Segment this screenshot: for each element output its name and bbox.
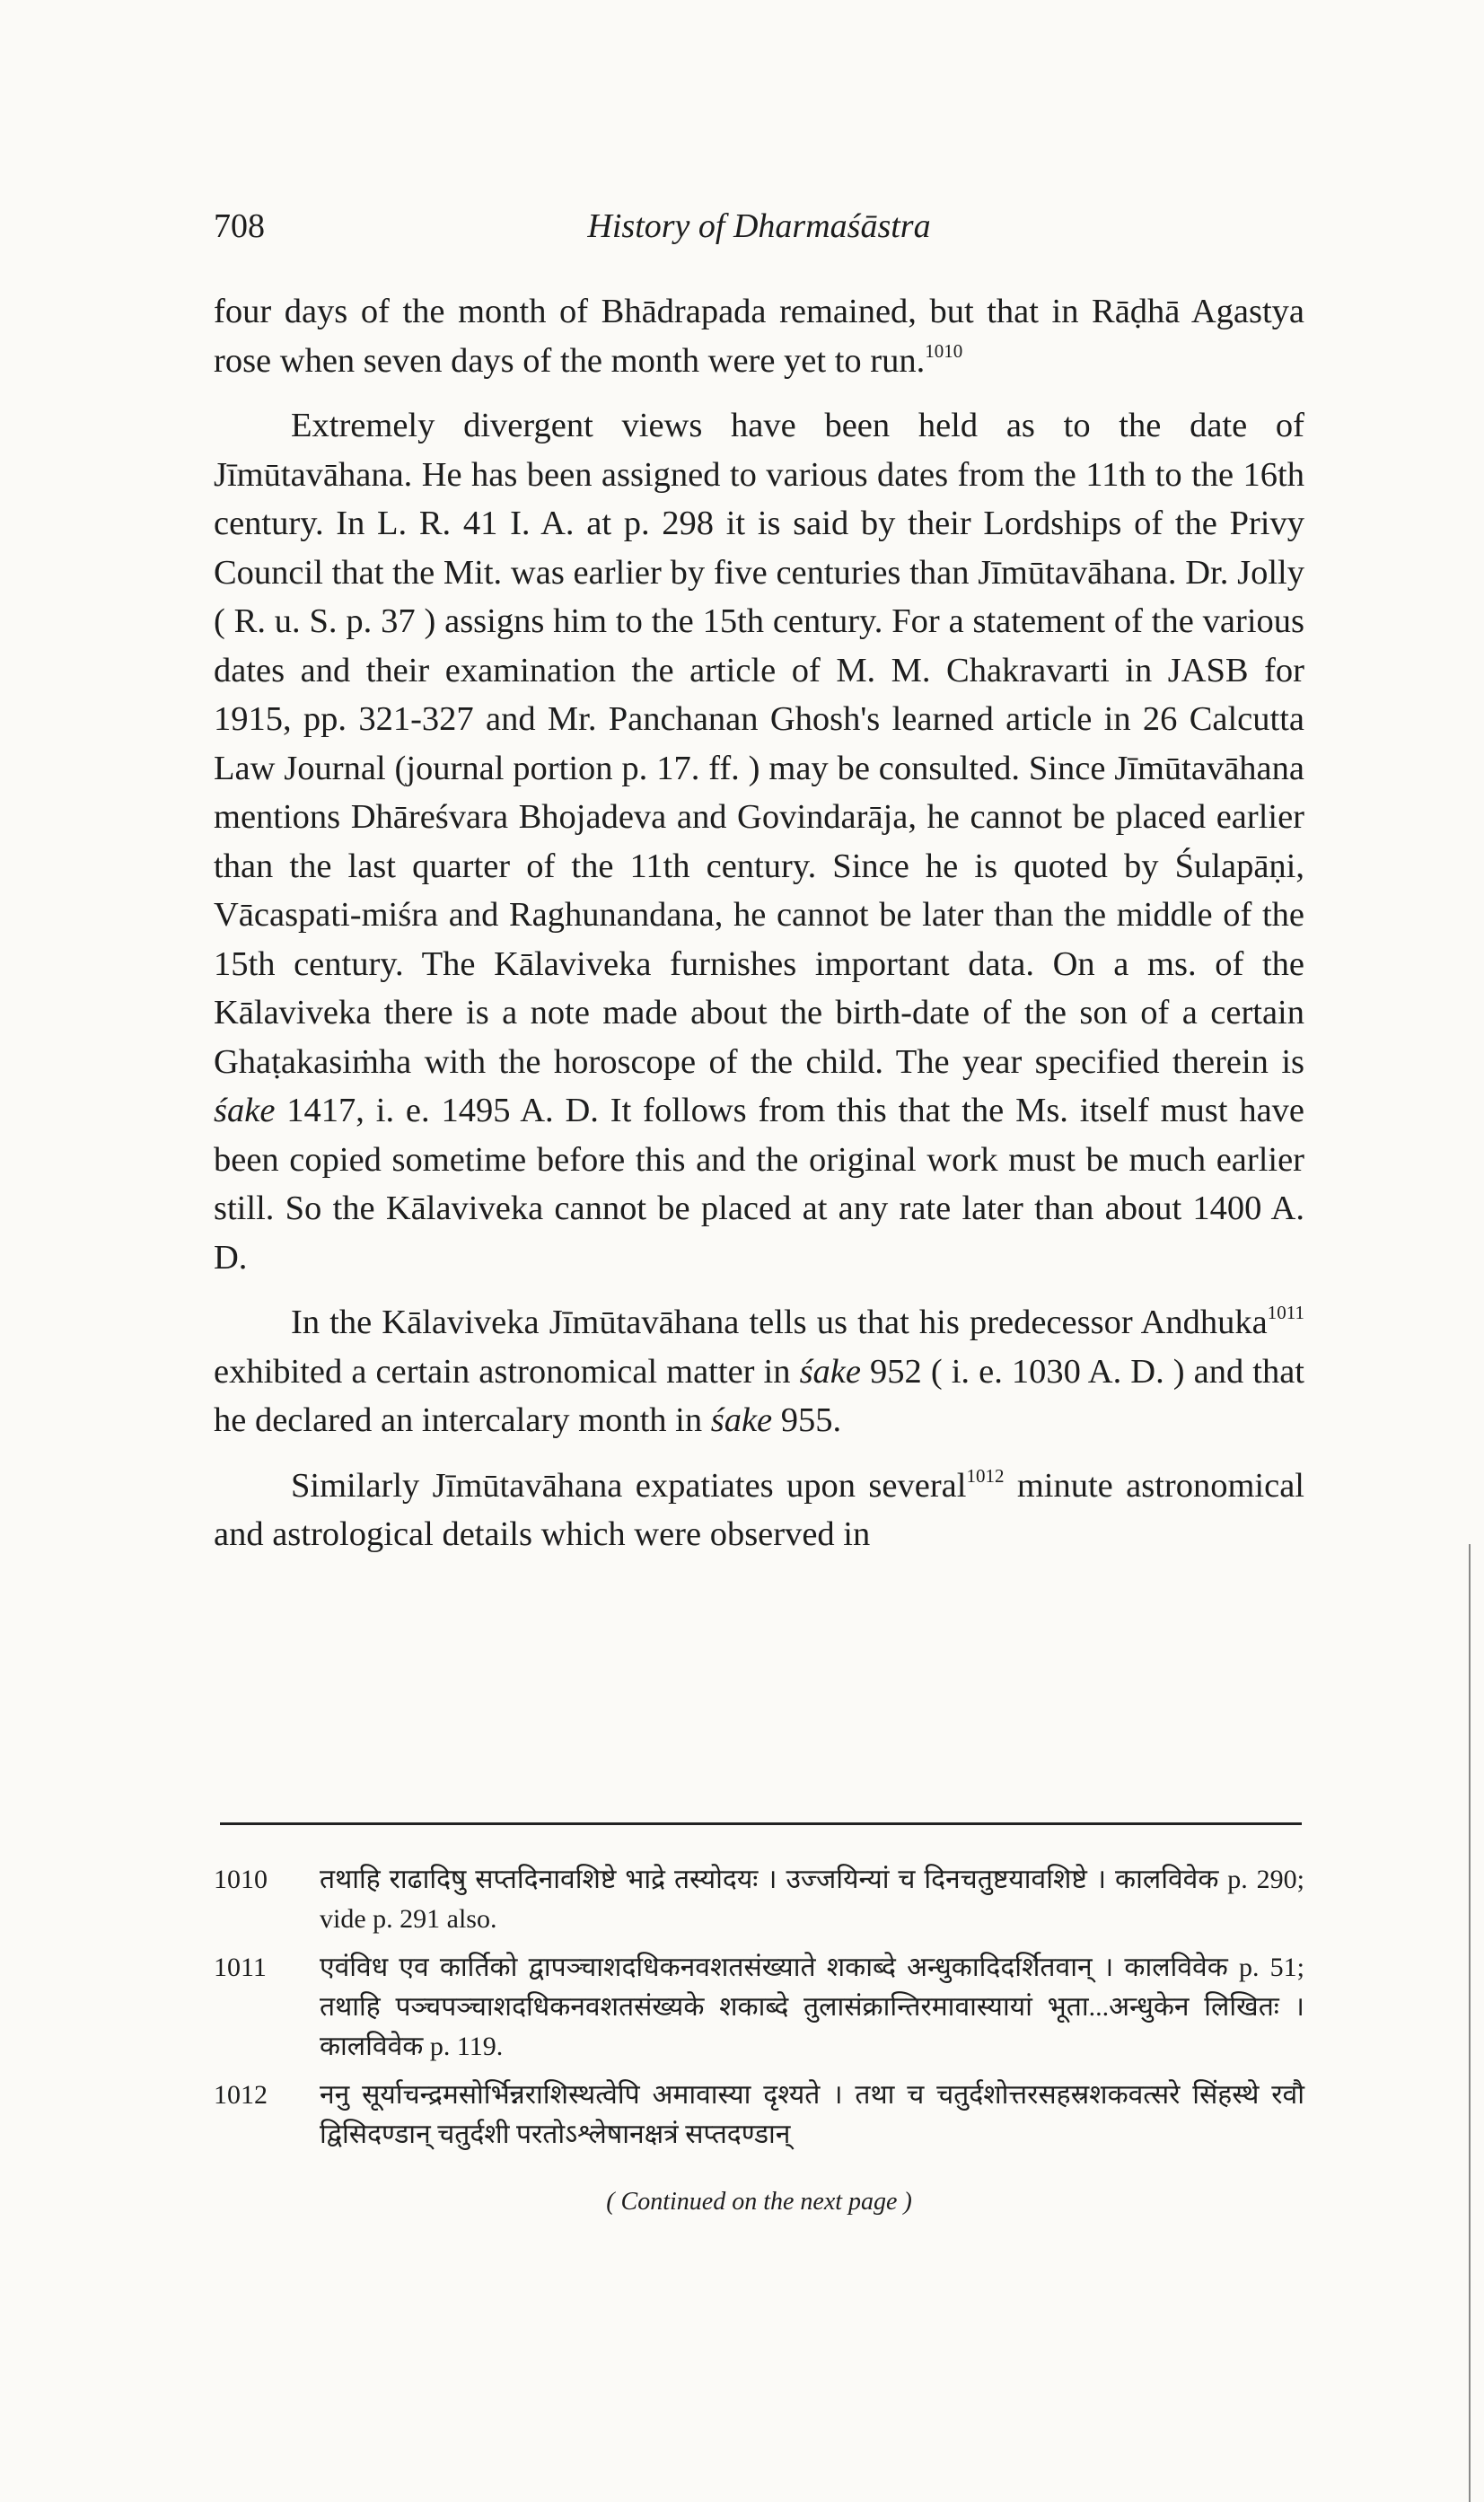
footnote-ref-1010[interactable]: 1010: [925, 339, 963, 362]
paragraph-3: In the Kālaviveka Jīmūtavāhana tells us that his predecessor Andhuka$^{1011}$ exhibited a certain astronomical matter in śake 952 ( i. e. 1030 A. D. ) and that he declared an intercalary month in śake 955.: [214, 1302, 1305, 1439]
footnote-1011: [214, 1948, 1304, 2067]
footnote-text: तथाहि राढादिषु सप्तदिनावशिष्टे भाद्रे तस्योदयः । उज्जयिन्यां च दिनचतुष्टयावशिष्टे । कालविवेक p. 290; vide p. 291 also.: [320, 1865, 1304, 1934]
footnote-1010: [214, 1860, 1304, 1939]
footnote-number: 1010: [214, 1865, 268, 1894]
footnote-ref-1011[interactable]: 1011: [1267, 1302, 1304, 1323]
footnote-ref-1012[interactable]: 1012: [966, 1464, 1005, 1487]
footnote-number: 1011: [214, 1953, 267, 1982]
paragraph-1: four days of the month of Bhādrapada remained, but that in Rāḍhā Agastya rose when seven days of the month were yet to run.$^{1010}$: [214, 293, 1304, 380]
paragraph-2: Extremely divergent views have been held as to the date of Jīmūtavāhana. He has been assigned to various dates from the 11th to the 16th century. In L. R. 41 I. A. at p. 298 it is said by their Lordships of the Privy Council that the Mit. was earlier by five centuries than Jīmūtavāhana. Dr. Jolly ( R. u. S. p. 37 ) assigns him to the 15th century. For a statement of the various dates and their examination the article of M. M. Chakravarti in JASB for 1915, pp. 321-327 and Mr. Panchanan Ghosh's learned article in 26 Calcutta Law Journal (journal portion p. 17. ff. ) may be consulted. Since Jīmūtavāhana mentions Dhāreśvara Bhojadeva and Govindarāja, he cannot be placed earlier than the last quarter of the 11th century. Since he is quoted by Śulapāṇi, Vācaspati-miśra and Raghunandana, he cannot be later than the middle of the 15th century. The Kālaviveka furnishes important data. On a ms. of the Kālaviveka there is a note made about the birth-date of the son of a certain Ghaṭakasiṁha with the horoscope of the child. The year specified therein is śake 1417, i. e. 1495 A. D. It follows from this that the Ms. itself must have been copied sometime before this and the original work must be much earlier still. So the Kālaviveka cannot be placed at any rate later than about 1400 A. D.: [214, 407, 1305, 1277]
footnote-text: एवंविध एव कार्तिको द्वापञ्चाशदधिकनवशतसंख्याते शकाब्दे अन्धुकादिदर्शितवान् । कालविवेक p. 51; तथाहि पञ्चपञ्चाशदधिकनवशतसंख्यके शकाब्दे तुलासंक्रान्तिरमावास्यायां भूता...अन्धुकेन लिखितः । कालविवेक p. 119.: [320, 1953, 1304, 2061]
page-header: [214, 206, 1304, 260]
footnote-text: ननु सूर्याचन्द्रमसोर्भिन्नराशिस्थत्वेपि अमावास्या दृश्यते । तथा च चतुर्दशोत्तरसहस्रशकवत्सरे सिंहस्थे रवौ द्विसिदण्डान् चतुर्दशी परतोऽश्लेषानक्षत्रं सप्तदण्डान्: [320, 2080, 1304, 2149]
continued-note: ( Continued on the next page ): [606, 2188, 912, 2216]
scan-margin-line: [1469, 1544, 1471, 2502]
footnote-number: 1012: [214, 2080, 268, 2110]
paragraph-4: Similarly Jīmūtavāhana expatiates upon several$^{1012}$ minute astronomical and astrological details which were observed in: [214, 1464, 1305, 1553]
running-title: History of Dharmaśāstra: [587, 207, 931, 245]
footnotes: [214, 1860, 1304, 2164]
footnote-1012: [214, 2076, 1304, 2155]
footnote-divider: [220, 1822, 1302, 1825]
page-number: 708: [214, 207, 265, 245]
main-text: [214, 287, 1304, 1576]
